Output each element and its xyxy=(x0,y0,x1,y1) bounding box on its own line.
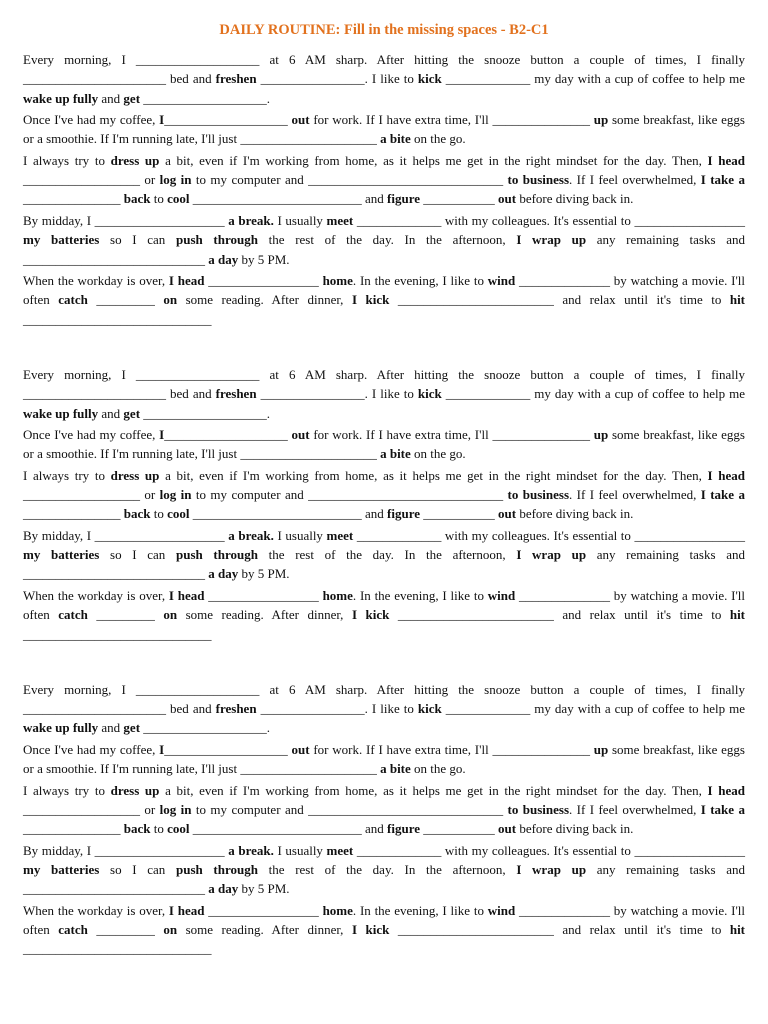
paragraph-text: . If I feel overwhelmed, xyxy=(569,487,701,503)
paragraph-text: before diving back in. xyxy=(516,506,634,522)
paragraph-text: some breakfast, like eggs or a smoothie. If I'm running late, I'll just _____________________ xyxy=(23,426,745,462)
paragraph-text: and xyxy=(98,90,124,106)
paragraph-text: ________________. I like to xyxy=(256,386,418,402)
paragraph-text: ________________________ and relax until it's time to xyxy=(389,292,730,308)
phrasal-verb-part: to business xyxy=(507,801,570,817)
exercise-block xyxy=(23,365,745,644)
exercise-paragraph xyxy=(23,50,745,108)
paragraph-text: ______________ by watching a movie. I'll often xyxy=(23,902,746,938)
paragraph-text: When the workday is over, xyxy=(23,902,169,918)
paragraph-text: so I can xyxy=(99,547,176,563)
paragraph-text: I always try to xyxy=(23,467,111,483)
phrasal-verb-part: home xyxy=(322,587,353,603)
paragraph-text: _________________ xyxy=(204,273,323,289)
paragraph-text: and xyxy=(98,405,124,421)
phrasal-verb-part: cool xyxy=(167,191,190,207)
paragraph-text: to xyxy=(150,506,168,522)
paragraph-text: by 5 PM. xyxy=(238,881,290,897)
paragraph-text: _______________ xyxy=(23,191,124,207)
paragraph-text: _____________________________ xyxy=(23,941,212,957)
paragraph-text: I usually xyxy=(273,212,327,228)
paragraph-text: _____________ with my colleagues. It's essential to _________________ xyxy=(353,527,745,543)
phrasal-verb-part: push through xyxy=(175,862,258,878)
paragraph-text: and xyxy=(98,720,124,736)
phrasal-verb-part: I take a xyxy=(700,801,745,817)
phrasal-verb-part: hit xyxy=(729,922,746,938)
phrasal-verb-part: log in xyxy=(159,487,192,503)
phrasal-verb-part: meet xyxy=(326,527,354,543)
paragraph-text: ___________________ xyxy=(164,741,292,757)
paragraph-text: ___________ xyxy=(420,821,499,837)
phrasal-verb-part: out xyxy=(291,426,310,442)
paragraph-text: to my computer and ______________________________ xyxy=(191,487,508,503)
phrasal-verb-part: I head xyxy=(168,587,205,603)
paragraph-text: __________________ or xyxy=(23,172,160,188)
phrasal-verb-part: I xyxy=(159,741,165,757)
phrasal-verb-part: dress up xyxy=(110,152,160,168)
phrasal-verb-part: a day xyxy=(208,251,239,267)
paragraph-text: Once I've had my coffee, xyxy=(23,112,160,128)
phrasal-verb-part: catch xyxy=(58,292,88,308)
phrasal-verb-part: meet xyxy=(326,842,354,858)
phrasal-verb-part: out xyxy=(498,821,517,837)
paragraph-text: so I can xyxy=(99,862,176,878)
phrasal-verb-part: up xyxy=(593,112,609,128)
phrasal-verb-part: my batteries xyxy=(23,232,100,248)
paragraph-text: When the workday is over, xyxy=(23,273,169,289)
paragraph-text: on the go. xyxy=(410,131,466,147)
phrasal-verb-part: out xyxy=(498,506,517,522)
paragraph-text: Once I've had my coffee, xyxy=(23,741,160,757)
phrasal-verb-part: I kick xyxy=(351,607,390,623)
paragraph-text: _____________ my day with a cup of coffee to help me xyxy=(441,701,745,717)
exercise-paragraph xyxy=(23,110,745,149)
exercise-paragraph xyxy=(23,365,745,423)
phrasal-verb-part: back xyxy=(123,191,151,207)
paragraph-text: ______________ by watching a movie. I'll often xyxy=(23,587,746,623)
paragraph-text: __________________________ and xyxy=(189,191,388,207)
phrasal-verb-part: wind xyxy=(487,902,516,918)
phrasal-verb-part: out xyxy=(498,191,517,207)
phrasal-verb-part: wake up fully xyxy=(23,90,99,106)
phrasal-verb-part: kick xyxy=(417,71,442,87)
phrasal-verb-part: home xyxy=(322,273,353,289)
paragraph-text: by 5 PM. xyxy=(238,251,290,267)
phrasal-verb-part: a day xyxy=(208,566,239,582)
paragraph-text: __________________________ and xyxy=(189,506,388,522)
phrasal-verb-part: get xyxy=(123,405,141,421)
paragraph-text: . If I feel overwhelmed, xyxy=(569,172,701,188)
paragraph-text: __________________ or xyxy=(23,801,160,817)
paragraph-text: a bit, even if I'm working from home, as it helps me get in the right mindset for the day. Then, xyxy=(159,152,708,168)
paragraph-text: ________________________ and relax until it's time to xyxy=(389,607,730,623)
phrasal-verb-part: push through xyxy=(175,232,258,248)
paragraph-text: By midday, I ____________________ xyxy=(23,527,229,543)
paragraph-text: some reading. After dinner, xyxy=(177,607,352,623)
phrasal-verb-part: I xyxy=(159,112,165,128)
exercise-paragraph xyxy=(23,680,745,738)
phrasal-verb-part: wind xyxy=(487,587,516,603)
exercise-paragraph xyxy=(23,211,745,269)
paragraph-text: ________________________ and relax until it's time to xyxy=(389,922,730,938)
phrasal-verb-part: I head xyxy=(168,902,205,918)
phrasal-verb-part: dress up xyxy=(110,782,160,798)
paragraph-text: some breakfast, like eggs or a smoothie. If I'm running late, I'll just _____________________ xyxy=(23,741,745,777)
phrasal-verb-part: I wrap up xyxy=(516,862,587,878)
paragraph-text: the rest of the day. In the afternoon, xyxy=(257,862,517,878)
phrasal-verb-part: get xyxy=(123,90,141,106)
phrasal-verb-part: I kick xyxy=(351,922,390,938)
phrasal-verb-part: home xyxy=(322,902,353,918)
phrasal-verb-part: a bite xyxy=(380,131,411,147)
paragraph-text: _____________ with my colleagues. It's essential to _________________ xyxy=(353,842,745,858)
paragraph-text: __________________________ and xyxy=(189,821,388,837)
paragraph-text: By midday, I ____________________ xyxy=(23,212,229,228)
phrasal-verb-part: out xyxy=(291,741,310,757)
exercise-block xyxy=(23,680,745,959)
paragraph-text: the rest of the day. In the afternoon, xyxy=(257,547,517,563)
phrasal-verb-part: on xyxy=(163,292,178,308)
phrasal-verb-part: a break. xyxy=(228,527,274,543)
paragraph-text: so I can xyxy=(99,232,176,248)
exercise-paragraph xyxy=(23,586,745,644)
exercise-paragraph xyxy=(23,740,745,779)
paragraph-text: to xyxy=(150,821,168,837)
phrasal-verb-part: I take a xyxy=(700,487,745,503)
phrasal-verb-part: I xyxy=(159,426,165,442)
phrasal-verb-part: figure xyxy=(387,191,421,207)
phrasal-verb-part: cool xyxy=(167,506,190,522)
exercise-paragraph xyxy=(23,466,745,524)
paragraph-text: _____________________________ xyxy=(23,311,212,327)
paragraph-text: By midday, I ____________________ xyxy=(23,842,229,858)
paragraph-text: _________ xyxy=(87,922,164,938)
phrasal-verb-part: up xyxy=(593,741,609,757)
paragraph-text: ___________ xyxy=(420,191,499,207)
phrasal-verb-part: meet xyxy=(326,212,354,228)
phrasal-verb-part: hit xyxy=(729,292,746,308)
phrasal-verb-part: push through xyxy=(175,547,258,563)
paragraph-text: Every morning, I ___________________ at 6 AM sharp. After hitting the snooze button a couple of times, I finally ______________________ bed and xyxy=(23,366,745,402)
exercise-paragraph xyxy=(23,901,745,959)
paragraph-text: _______________ xyxy=(23,506,124,522)
exercise-block xyxy=(23,50,745,329)
paragraph-text: . If I feel overwhelmed, xyxy=(569,801,701,817)
phrasal-verb-part: on xyxy=(163,922,178,938)
paragraph-text: some reading. After dinner, xyxy=(177,922,352,938)
paragraph-text: before diving back in. xyxy=(516,191,634,207)
phrasal-verb-part: out xyxy=(291,112,310,128)
phrasal-verb-part: catch xyxy=(58,922,88,938)
phrasal-verb-part: to business xyxy=(507,487,570,503)
paragraph-text: Every morning, I ___________________ at 6 AM sharp. After hitting the snooze button a couple of times, I finally ______________________ bed and xyxy=(23,52,745,87)
paragraph-text: ________________. I like to xyxy=(256,701,418,717)
paragraph-text: . In the evening, I like to xyxy=(352,902,488,918)
paragraph-text: I always try to xyxy=(23,152,111,168)
phrasal-verb-part: I kick xyxy=(351,292,390,308)
phrasal-verb-part: wake up fully xyxy=(23,720,99,736)
paragraph-text: I usually xyxy=(273,527,327,543)
phrasal-verb-part: I head xyxy=(707,467,745,483)
phrasal-verb-part: I head xyxy=(168,273,205,289)
phrasal-verb-part: cool xyxy=(167,821,190,837)
paragraph-text: ___________________ xyxy=(164,112,292,128)
phrasal-verb-part: a bite xyxy=(380,446,411,462)
phrasal-verb-part: kick xyxy=(417,701,442,717)
phrasal-verb-part: freshen xyxy=(215,71,257,87)
paragraph-text: When the workday is over, xyxy=(23,587,169,603)
phrasal-verb-part: log in xyxy=(159,801,192,817)
paragraph-text: ___________________ xyxy=(164,426,292,442)
phrasal-verb-part: catch xyxy=(58,607,88,623)
phrasal-verb-part: a break. xyxy=(228,212,274,228)
phrasal-verb-part: wake up fully xyxy=(23,405,99,421)
phrasal-verb-part: back xyxy=(123,506,151,522)
paragraph-text: before diving back in. xyxy=(516,821,634,837)
phrasal-verb-part: back xyxy=(123,821,151,837)
phrasal-verb-part: to business xyxy=(507,172,570,188)
paragraph-text: _____________ my day with a cup of coffee to help me xyxy=(441,71,745,87)
paragraph-text: to my computer and ______________________________ xyxy=(191,801,508,817)
paragraph-text: _____________ my day with a cup of coffee to help me xyxy=(441,386,745,402)
paragraph-text: for work. If I have extra time, I'll _______________ xyxy=(309,426,594,442)
worksheet-title: DAILY ROUTINE: Fill in the missing spaces - B2-C1 xyxy=(219,22,549,38)
paragraph-text: some breakfast, like eggs or a smoothie. If I'm running late, I'll just _____________________ xyxy=(23,112,745,147)
exercise-paragraph xyxy=(23,526,745,584)
paragraph-text: some reading. After dinner, xyxy=(177,292,352,308)
phrasal-verb-part: I wrap up xyxy=(516,547,587,563)
paragraph-text: to xyxy=(150,191,168,207)
phrasal-verb-part: a bite xyxy=(380,761,411,777)
phrasal-verb-part: I head xyxy=(707,782,745,798)
phrasal-verb-part: get xyxy=(123,720,141,736)
paragraph-text: ______________ by watching a movie. I'll often xyxy=(23,273,746,308)
exercise-paragraph xyxy=(23,841,745,899)
paragraph-text: by 5 PM. xyxy=(238,566,290,582)
paragraph-text: ___________ xyxy=(420,506,499,522)
paragraph-text: on the go. xyxy=(410,761,466,777)
phrasal-verb-part: I take a xyxy=(700,172,745,188)
paragraph-text: _____________ with my colleagues. It's essential to _________________ xyxy=(353,212,745,228)
phrasal-verb-part: up xyxy=(593,426,609,442)
paragraph-text: _______________ xyxy=(23,821,124,837)
paragraph-text: __________________ or xyxy=(23,487,160,503)
paragraph-text: ________________. I like to xyxy=(256,71,418,87)
exercise-paragraph xyxy=(23,271,745,329)
phrasal-verb-part: hit xyxy=(729,607,746,623)
paragraph-text: Every morning, I ___________________ at 6 AM sharp. After hitting the snooze button a couple of times, I finally ______________________ bed and xyxy=(23,681,745,717)
paragraph-text: for work. If I have extra time, I'll _______________ xyxy=(309,741,594,757)
paragraph-text: the rest of the day. In the afternoon, xyxy=(257,232,517,248)
phrasal-verb-part: figure xyxy=(387,506,421,522)
phrasal-verb-part: I wrap up xyxy=(516,232,587,248)
phrasal-verb-part: on xyxy=(163,607,178,623)
paragraph-text: _________________ xyxy=(204,902,323,918)
paragraph-text: ___________________. xyxy=(140,90,271,106)
paragraph-text: _____________________________ xyxy=(23,626,212,642)
phrasal-verb-part: my batteries xyxy=(23,547,100,563)
paragraph-text: a bit, even if I'm working from home, as it helps me get in the right mindset for the day. Then, xyxy=(159,782,708,798)
phrasal-verb-part: wind xyxy=(487,273,516,289)
paragraph-text: I usually xyxy=(273,842,327,858)
phrasal-verb-part: I head xyxy=(707,152,745,168)
paragraph-text: a bit, even if I'm working from home, as it helps me get in the right mindset for the day. Then, xyxy=(159,467,708,483)
exercise-paragraph xyxy=(23,425,745,464)
phrasal-verb-part: kick xyxy=(417,386,442,402)
exercise-blocks xyxy=(23,50,745,959)
phrasal-verb-part: a day xyxy=(208,881,239,897)
paragraph-text: ___________________. xyxy=(140,720,271,736)
paragraph-text: . In the evening, I like to xyxy=(352,587,488,603)
paragraph-text: ___________________. xyxy=(140,405,271,421)
paragraph-text: on the go. xyxy=(410,446,466,462)
phrasal-verb-part: freshen xyxy=(215,701,257,717)
paragraph-text: for work. If I have extra time, I'll _______________ xyxy=(309,112,594,128)
phrasal-verb-part: my batteries xyxy=(23,862,100,878)
paragraph-text: any remaining tasks and ____________________________ xyxy=(23,547,745,582)
phrasal-verb-part: log in xyxy=(159,172,192,188)
phrasal-verb-part: a break. xyxy=(228,842,274,858)
phrasal-verb-part: dress up xyxy=(110,467,160,483)
paragraph-text: Once I've had my coffee, xyxy=(23,426,160,442)
phrasal-verb-part: freshen xyxy=(215,386,257,402)
exercise-paragraph xyxy=(23,781,745,839)
phrasal-verb-part: figure xyxy=(387,821,421,837)
paragraph-text: _________________ xyxy=(204,587,323,603)
paragraph-text: . In the evening, I like to xyxy=(352,273,488,289)
exercise-paragraph xyxy=(23,151,745,209)
paragraph-text: I always try to xyxy=(23,782,111,798)
paragraph-text: to my computer and ______________________________ xyxy=(191,172,508,188)
paragraph-text: any remaining tasks and ____________________________ xyxy=(23,232,745,267)
paragraph-text: _________ xyxy=(87,607,164,623)
paragraph-text: any remaining tasks and ____________________________ xyxy=(23,862,745,897)
paragraph-text: _________ xyxy=(87,292,164,308)
